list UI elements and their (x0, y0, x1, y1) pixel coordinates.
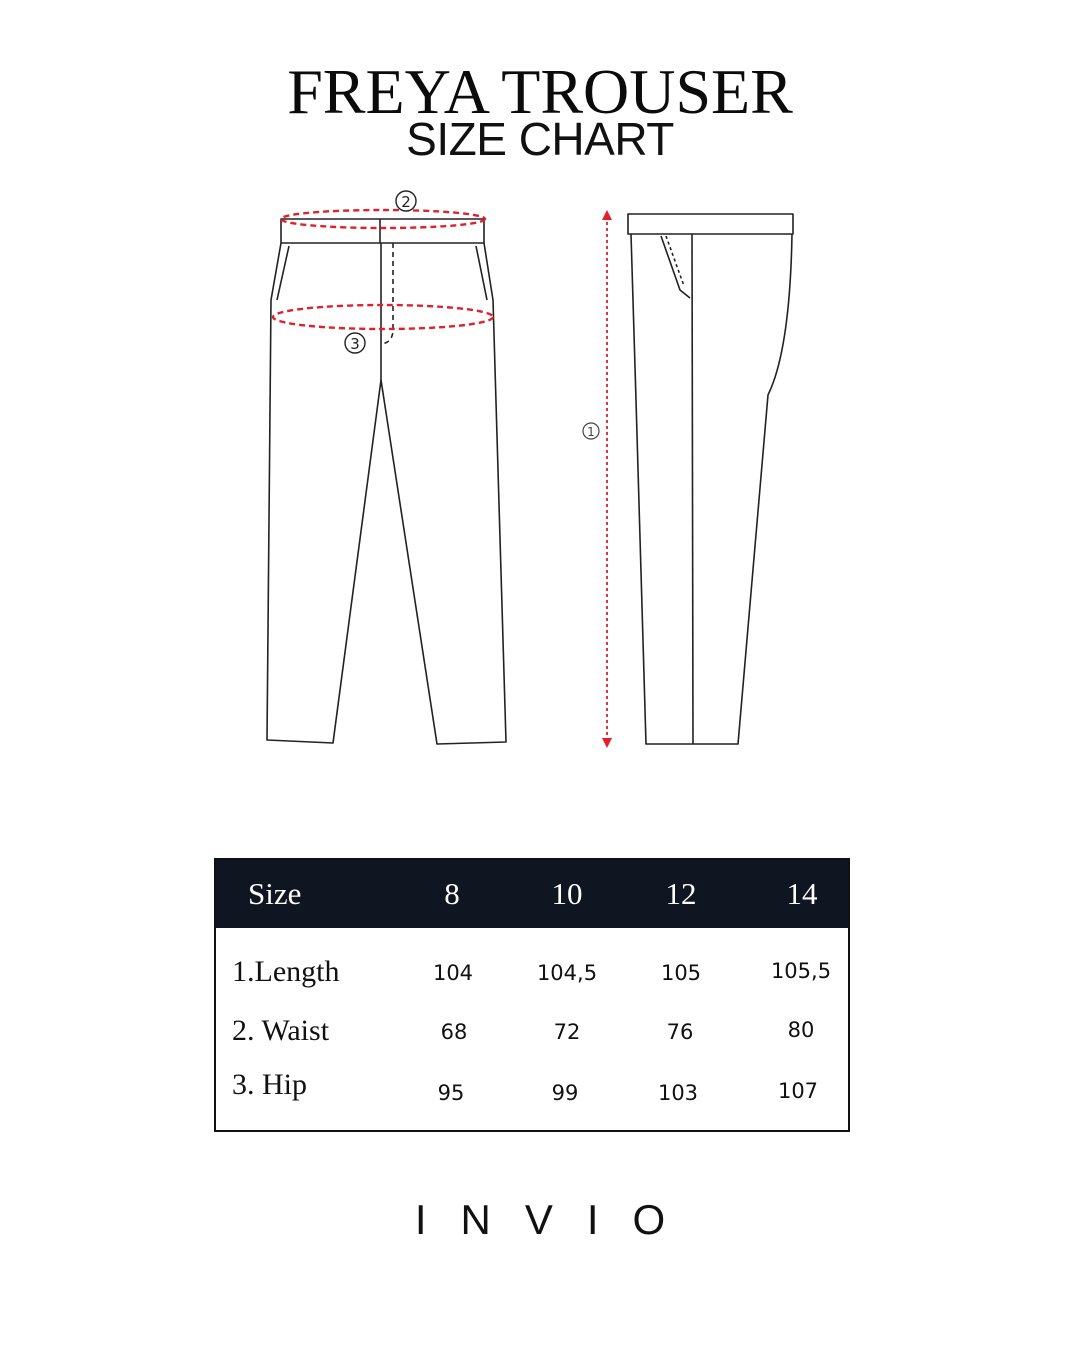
cell-waist-14: 80 (787, 1018, 815, 1042)
cell-length-12: 105 (660, 961, 702, 985)
cell-waist-8: 68 (440, 1020, 468, 1044)
hip-measure-line (273, 305, 493, 329)
cell-waist-12: 76 (666, 1020, 694, 1044)
cell-hip-10: 99 (551, 1081, 579, 1105)
row-label-length: 1.Length (232, 955, 340, 988)
row-label-waist: 2. Waist (232, 1014, 330, 1047)
front-legs-outline (267, 243, 506, 744)
cell-waist-10: 72 (553, 1020, 581, 1044)
size-table (214, 858, 850, 1132)
side-waistband (628, 214, 793, 234)
page-subtitle: SIZE CHART (406, 113, 674, 165)
row-label-hip: 3. Hip (232, 1068, 307, 1101)
front-view-illustration (267, 219, 506, 744)
side-pocket-stitch (666, 236, 684, 286)
svg-text:3: 3 (350, 335, 360, 353)
header-size: Size (248, 876, 302, 911)
header-size-10: 10 (551, 876, 583, 911)
header-size-8: 8 (444, 876, 460, 911)
header-size-12: 12 (665, 876, 697, 911)
cell-hip-14: 107 (777, 1079, 819, 1103)
svg-text:2: 2 (401, 193, 411, 211)
cell-length-14: 105,5 (770, 959, 832, 983)
cell-length-8: 104 (432, 961, 474, 985)
table-header (216, 860, 848, 928)
marker-length (583, 423, 599, 439)
page-title: FREYA TROUSER (287, 56, 793, 127)
brand-logo: INVIO (414, 1196, 700, 1243)
side-seam (692, 234, 693, 744)
length-measure-line (602, 210, 612, 748)
header-size-14: 14 (786, 876, 818, 911)
front-waistband (281, 219, 484, 243)
cell-hip-8: 95 (437, 1081, 465, 1105)
cell-length-10: 104,5 (536, 961, 598, 985)
marker-hip (345, 333, 365, 353)
cell-hip-12: 103 (657, 1081, 699, 1105)
side-pocket (661, 236, 690, 298)
side-leg-outline (631, 234, 792, 744)
side-view-illustration (628, 214, 793, 744)
svg-text:1: 1 (587, 425, 595, 439)
marker-waist (396, 191, 416, 211)
